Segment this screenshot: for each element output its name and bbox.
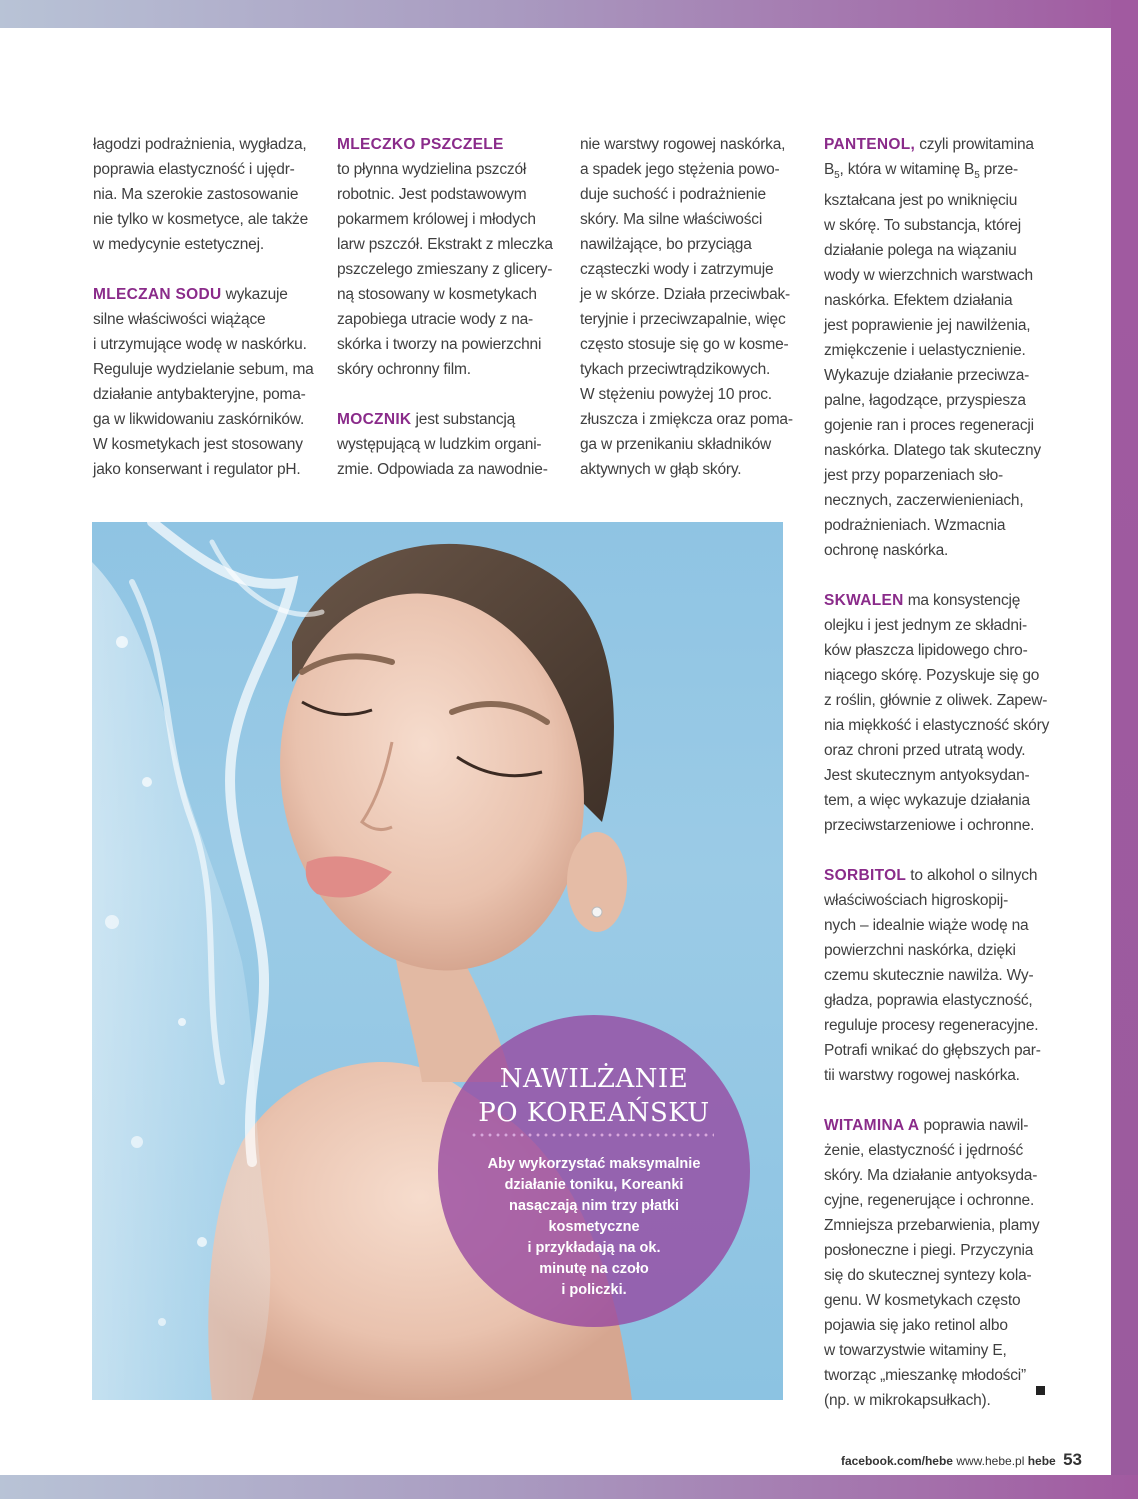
text-line: nych – idealnie wiąże wodę na xyxy=(824,917,1029,935)
sorbitol-keyword: SORBITOL xyxy=(824,867,907,885)
text-line: podrażnieniach. Wzmacnia xyxy=(824,517,1006,535)
column-1 xyxy=(93,132,323,507)
text-line: Potrafi wnikać do głębszych par- xyxy=(824,1042,1041,1060)
text-line: właściwościach higroskopij- xyxy=(824,892,1009,910)
text-line: w skórę. To substancja, której xyxy=(824,217,1022,235)
text-line: oraz chroni przed utratą wody. xyxy=(824,742,1026,760)
mocznik-paragraph xyxy=(337,407,567,482)
callout-line: minutę na czoło xyxy=(539,1261,649,1277)
pantenol-paragraph xyxy=(824,132,1074,563)
text-line: nawilżające, bo przyciąga xyxy=(580,236,752,253)
text-line: występującą w ludzkim organi- xyxy=(337,436,542,453)
text-line: gojenie ran i proces regeneracji xyxy=(824,417,1034,435)
text-line: nie warstwy rogowej naskórka, xyxy=(580,136,786,153)
callout-line: działanie toniku, Koreanki xyxy=(504,1177,684,1193)
text-line: ków płaszcza lipidowego chro- xyxy=(824,642,1028,660)
text-line: Reguluje wydzielanie sebum, ma xyxy=(93,361,314,378)
bottom-color-band xyxy=(0,1475,1138,1499)
text-fragment: poprawia nawil- xyxy=(919,1117,1029,1135)
text-line: (np. w mikrokapsułkach). xyxy=(824,1392,991,1410)
intro-paragraph xyxy=(93,132,323,257)
text-line: żenie, elastyczność i jędrność xyxy=(824,1142,1024,1160)
column-4 xyxy=(824,132,1074,1438)
subscript: 5 xyxy=(834,170,840,182)
text-line: naskórka. Dlatego tak skuteczny xyxy=(824,442,1041,460)
text-line: teryjnie i przeciwzapalnie, więc xyxy=(580,311,786,328)
text-line xyxy=(824,588,1074,613)
column-3 xyxy=(580,132,810,507)
callout-line: kosmetyczne xyxy=(548,1219,640,1235)
mocznik-continued-paragraph xyxy=(580,132,810,482)
text-line: poprawia elastyczność i ujędr- xyxy=(93,161,295,178)
text-line: je w skórze. Działa przeciwbak- xyxy=(580,286,791,303)
callout-line: Aby wykorzystać maksymalnie xyxy=(487,1156,701,1172)
text-line: tii warstwy rogowej naskórka. xyxy=(824,1067,1020,1085)
article-end-mark xyxy=(1036,1386,1045,1395)
text-line: Zmniejsza przebarwienia, plamy xyxy=(824,1217,1040,1235)
website-link[interactable]: www.hebe.pl xyxy=(956,1454,1025,1468)
witamina-a-keyword: WITAMINA A xyxy=(824,1117,920,1135)
skwalen-keyword: SKWALEN xyxy=(824,592,904,610)
text-line: pojawia się jako retinol albo xyxy=(824,1317,1008,1335)
sorbitol-paragraph xyxy=(824,863,1074,1088)
text-line: reguluje procesy regeneracyjne. xyxy=(824,1017,1039,1035)
text-line: z roślin, głównie z oliwek. Zapew- xyxy=(824,692,1048,710)
text-line: skóry ochronny film. xyxy=(337,361,471,378)
text-line: palne, łagodzące, przyspiesza xyxy=(824,392,1026,410)
text-line xyxy=(93,282,323,307)
text-line: cyjne, regenerujące i ochronne. xyxy=(824,1192,1035,1210)
text-fragment: to alkohol o silnych xyxy=(906,867,1038,885)
callout-title-line: NAWILŻANIE xyxy=(499,1064,689,1094)
text-line xyxy=(337,407,567,432)
text-line: a spadek jego stężenia powo- xyxy=(580,161,780,178)
text-line: zmiękczenie i uelastycznienie. xyxy=(824,342,1026,360)
text-line: skóry. Ma silne właściwości xyxy=(580,211,763,228)
text-line: w towarzystwie witaminy E, xyxy=(824,1342,1007,1360)
text-line: naskórka. Efektem działania xyxy=(824,292,1013,310)
text-line: w medycynie estetycznej. xyxy=(93,236,264,253)
text-line: i utrzymujące wodę w naskórku. xyxy=(93,336,307,353)
text-line: często stosuje się go w kosme- xyxy=(580,336,789,353)
text-line xyxy=(824,157,1074,188)
text-line xyxy=(824,132,1074,157)
text-line: przeciwstarzeniowe i ochronne. xyxy=(824,817,1035,835)
text-line: jako konserwant i regulator pH. xyxy=(93,461,301,478)
text-line: duje suchość i podrażnienie xyxy=(580,186,766,203)
callout-line: nasączają nim trzy płatki xyxy=(508,1198,680,1214)
text-fragment: czyli prowitamina xyxy=(915,136,1034,153)
text-line: tykach przeciwtrądzikowych. xyxy=(580,361,771,378)
text-line: Jest skutecznym antyoksydan- xyxy=(824,767,1030,785)
callout-title xyxy=(468,1062,720,1130)
text-line: ochronę naskórka. xyxy=(824,542,949,560)
text-line: olejku i jest jednym ze składni- xyxy=(824,617,1027,635)
text-line: pokarmem królowej i młodych xyxy=(337,211,536,228)
text-line: skóry. Ma działanie antyoksyda- xyxy=(824,1167,1038,1185)
callout-line: i policzki. xyxy=(561,1282,627,1298)
text-line: jest przy poparzeniach sło- xyxy=(824,467,1003,485)
text-fragment: , która w witaminę B xyxy=(839,161,975,178)
text-line: genu. W kosmetykach często xyxy=(824,1292,1021,1310)
text-line: skórka i tworzy na powierzchni xyxy=(337,336,542,353)
right-color-band xyxy=(1111,0,1138,1499)
text-line: ga w przenikaniu składników xyxy=(580,436,772,453)
column-2 xyxy=(337,132,567,507)
text-line: larw pszczół. Ekstrakt z mleczka xyxy=(337,236,553,253)
callout-body xyxy=(468,1154,720,1301)
text-line xyxy=(824,863,1074,888)
dotted-divider xyxy=(470,1133,714,1137)
mleczan-sodu-keyword: MLECZAN SODU xyxy=(93,286,222,303)
text-line: złuszcza i zmiękcza oraz poma- xyxy=(580,411,793,428)
pantenol-keyword: PANTENOL, xyxy=(824,136,916,153)
text-fragment: wykazuje xyxy=(221,286,288,303)
callout-line: i przykładają na ok. xyxy=(527,1240,661,1256)
callout-title-line: PO KOREAŃSKU xyxy=(478,1098,710,1128)
text-line: tem, a więc wykazuje działania xyxy=(824,792,1030,810)
skwalen-paragraph xyxy=(824,588,1074,838)
text-line: cząsteczki wody i zatrzymuje xyxy=(580,261,774,278)
top-color-band xyxy=(0,0,1138,28)
facebook-link[interactable]: facebook.com/hebe xyxy=(840,1454,953,1468)
text-line: działanie antybakteryjne, poma- xyxy=(93,386,306,403)
text-fragment: prze- xyxy=(979,161,1018,178)
mleczko-pszczele-keyword: MLECZKO PSZCZELE xyxy=(337,136,504,153)
text-line: W kosmetykach jest stosowany xyxy=(93,436,303,453)
text-line: tworząc „mieszankę młodości” xyxy=(824,1367,1026,1385)
text-line xyxy=(824,1113,1074,1138)
mleczan-sodu-paragraph xyxy=(93,282,323,482)
text-line: zmie. Odpowiada za nawodnie- xyxy=(337,461,548,478)
text-line: ną stosowany w kosmetykach xyxy=(337,286,537,303)
text-fragment: jest substancją xyxy=(411,411,516,428)
mleczko-pszczele-paragraph xyxy=(337,132,567,382)
text-line: pszczelego zmieszany z glicery- xyxy=(337,261,553,278)
text-line: W stężeniu powyżej 10 proc. xyxy=(580,386,772,403)
text-line: zapobiega utracie wody z na- xyxy=(337,311,534,328)
text-line: silne właściwości wiążące xyxy=(93,311,266,328)
text-line: necznych, zaczerwienieniach, xyxy=(824,492,1024,510)
text-line: niącego skórę. Pozyskuje się go xyxy=(824,667,1040,685)
witamina-a-paragraph xyxy=(824,1113,1074,1413)
text-fragment: B xyxy=(824,161,835,178)
page-number: 53 xyxy=(1063,1450,1082,1469)
brand-name: hebe xyxy=(1027,1454,1056,1468)
text-line: kształcana jest po wniknięciu xyxy=(824,192,1018,210)
text-line: gładza, poprawia elastyczność, xyxy=(824,992,1033,1010)
text-line: Wykazuje działanie przeciwza- xyxy=(824,367,1030,385)
text-line: nia. Ma szerokie zastosowanie xyxy=(93,186,299,203)
text-line: ga w likwidowaniu zaskórników. xyxy=(93,411,305,428)
text-fragment: ma konsystencję xyxy=(903,592,1021,610)
text-line: działanie polega na wiązaniu xyxy=(824,242,1017,260)
text-line: posłoneczne i piegi. Przyczynia xyxy=(824,1242,1034,1260)
text-line: powierzchni naskórka, dzięki xyxy=(824,942,1016,960)
text-line: jest poprawienie jej nawilżenia, xyxy=(824,317,1031,335)
text-line: się do skutecznej syntezy kola- xyxy=(824,1267,1032,1285)
page-footer xyxy=(841,1450,1082,1470)
text-line: robotnic. Jest podstawowym xyxy=(337,186,527,203)
text-line: nia miękkość i elastyczność skóry xyxy=(824,717,1050,735)
text-line: czemu skutecznie nawilża. Wy- xyxy=(824,967,1034,985)
text-line: łagodzi podrażnienia, wygładza, xyxy=(93,136,307,153)
text-line: nie tylko w kosmetyce, ale także xyxy=(93,211,308,228)
subscript: 5 xyxy=(974,170,980,182)
text-line: aktywnych w głąb skóry. xyxy=(580,461,742,478)
mocznik-keyword: MOCZNIK xyxy=(337,411,412,428)
text-line: to płynna wydzielina pszczół xyxy=(337,161,527,178)
text-line: wody w wierzchnich warstwach xyxy=(824,267,1033,285)
